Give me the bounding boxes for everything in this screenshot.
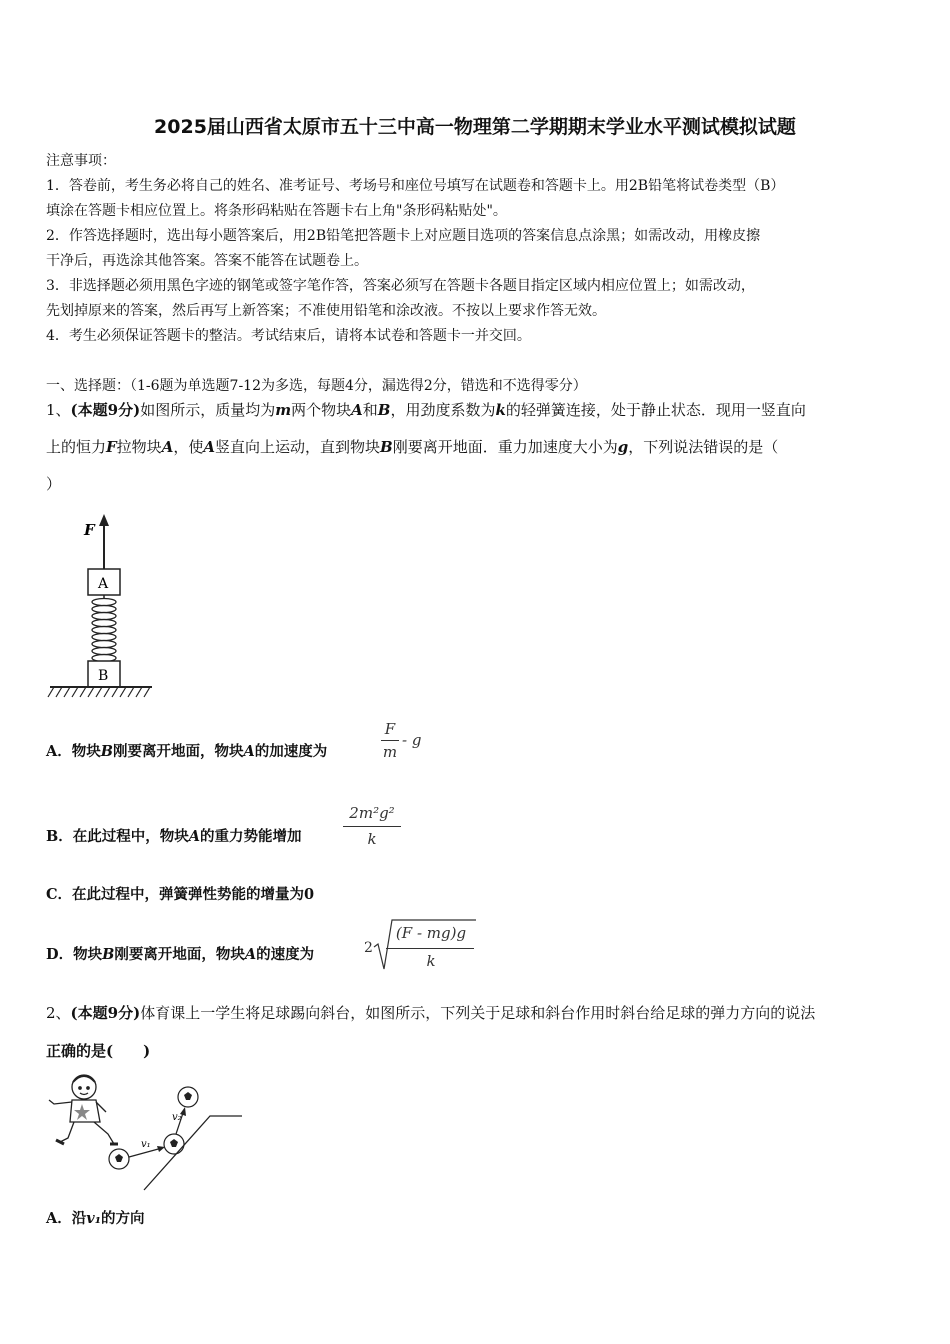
option-b[interactable]: B．在此过程中，物块A的重力势能增加 [46, 828, 302, 845]
soccer-ball-icon [178, 1087, 198, 1107]
soccer-ball-icon [109, 1149, 129, 1169]
notice-line: 1．答卷前，考生务必将自己的姓名、准考证号、考场号和座位号填写在试题卷和答题卡上。用2B铅笔将试卷类型（B） [46, 178, 785, 194]
fraction-bar [386, 948, 474, 949]
notice-line: 2．作答选择题时，选出每小题答案后，用2B铅笔把答题卡上对应题目选项的答案信息点涂黑；如需改动，用橡皮擦 [46, 228, 761, 244]
student-kicking-icon [49, 1075, 118, 1144]
notice-line: 3．非选择题必须用黑色字迹的钢笔或签字笔作答，答案必须写在答题卡各题目指定区域内相应位置上；如需改动， [46, 278, 755, 294]
option-b-denominator: k [367, 830, 377, 848]
option-d-numerator: (F - mg)g [395, 924, 467, 942]
notice-heading: 注意事项： [46, 153, 116, 169]
v1-label: v₁ [141, 1139, 151, 1150]
arrow-head-icon [157, 1146, 165, 1152]
question-1-line-3: ） [46, 475, 62, 493]
option-d-coefficient: 2 [364, 940, 373, 956]
option-d[interactable]: D．物块B刚要离开地面，物块A的速度为 [46, 946, 315, 963]
question-2-line-1: 2、(本题9分)体育课上一学生将足球踢向斜台，如图所示，下列关于足球和斜台作用时斜台给足球的弹力方向的说法 [46, 1004, 816, 1022]
notice-line: 填涂在答题卡相应位置上。将条形码粘贴在答题卡右上角"条形码粘贴处"。 [46, 203, 507, 219]
section-heading: 一、选择题：（1-6题为单选题7-12为多选，每题4分，漏选得2分，错选和不选得零分） [46, 378, 587, 394]
arrow-head-icon [99, 514, 109, 526]
question-1-line-1: 1、(本题9分)如图所示，质量均为m两个物块A和B，用劲度系数为k的轻弹簧连接，处于静止状态．现用一竖直向 [46, 401, 806, 419]
soccer-ball-icon [164, 1134, 184, 1154]
option-b-numerator: 2m²g² [349, 804, 395, 822]
block-b-label: B [98, 668, 109, 684]
question-2-line-2: 正确的是( ) [46, 1042, 151, 1060]
v2-label: v₂ [172, 1112, 182, 1123]
page-title: 2025届山西省太原市五十三中高一物理第二学期期末学业水平测试模拟试题 [154, 116, 796, 138]
notice-line: 先划掉原来的答案，然后再写上新答案；不准使用铅笔和涂改液。不按以上要求作答无效。 [46, 303, 606, 319]
kick-slope-figure [46, 1070, 246, 1195]
q2-option-a[interactable]: A．沿v₁的方向 [46, 1210, 145, 1227]
notice-line: 干净后，再选涂其他答案。答案不能答在试题卷上。 [46, 253, 368, 269]
option-a-denominator: m [382, 743, 398, 761]
fraction-bar [381, 740, 399, 741]
question-1-line-2: 上的恒力F拉物块A，使A竖直向上运动，直到物块B刚要离开地面．重力加速度大小为g，下列说法错误的是（ [46, 438, 779, 456]
slope [144, 1116, 242, 1190]
fraction-bar [343, 826, 401, 827]
spring [92, 599, 116, 662]
option-d-denominator: k [426, 952, 436, 970]
spring-blocks-figure [46, 510, 158, 705]
ground-hatch [48, 687, 150, 697]
option-a-numerator: F [384, 720, 396, 738]
option-c[interactable]: C．在此过程中，弹簧弹性势能的增量为0 [46, 886, 315, 903]
option-a[interactable]: A．物块B刚要离开地面，物块A的加速度为 [46, 743, 328, 760]
option-a-tail: - g [402, 731, 422, 749]
block-a-label: A [98, 576, 109, 592]
force-label: F [84, 521, 95, 539]
notice-line: 4．考生必须保证答题卡的整洁。考试结束后，请将本试卷和答题卡一并交回。 [46, 328, 531, 344]
